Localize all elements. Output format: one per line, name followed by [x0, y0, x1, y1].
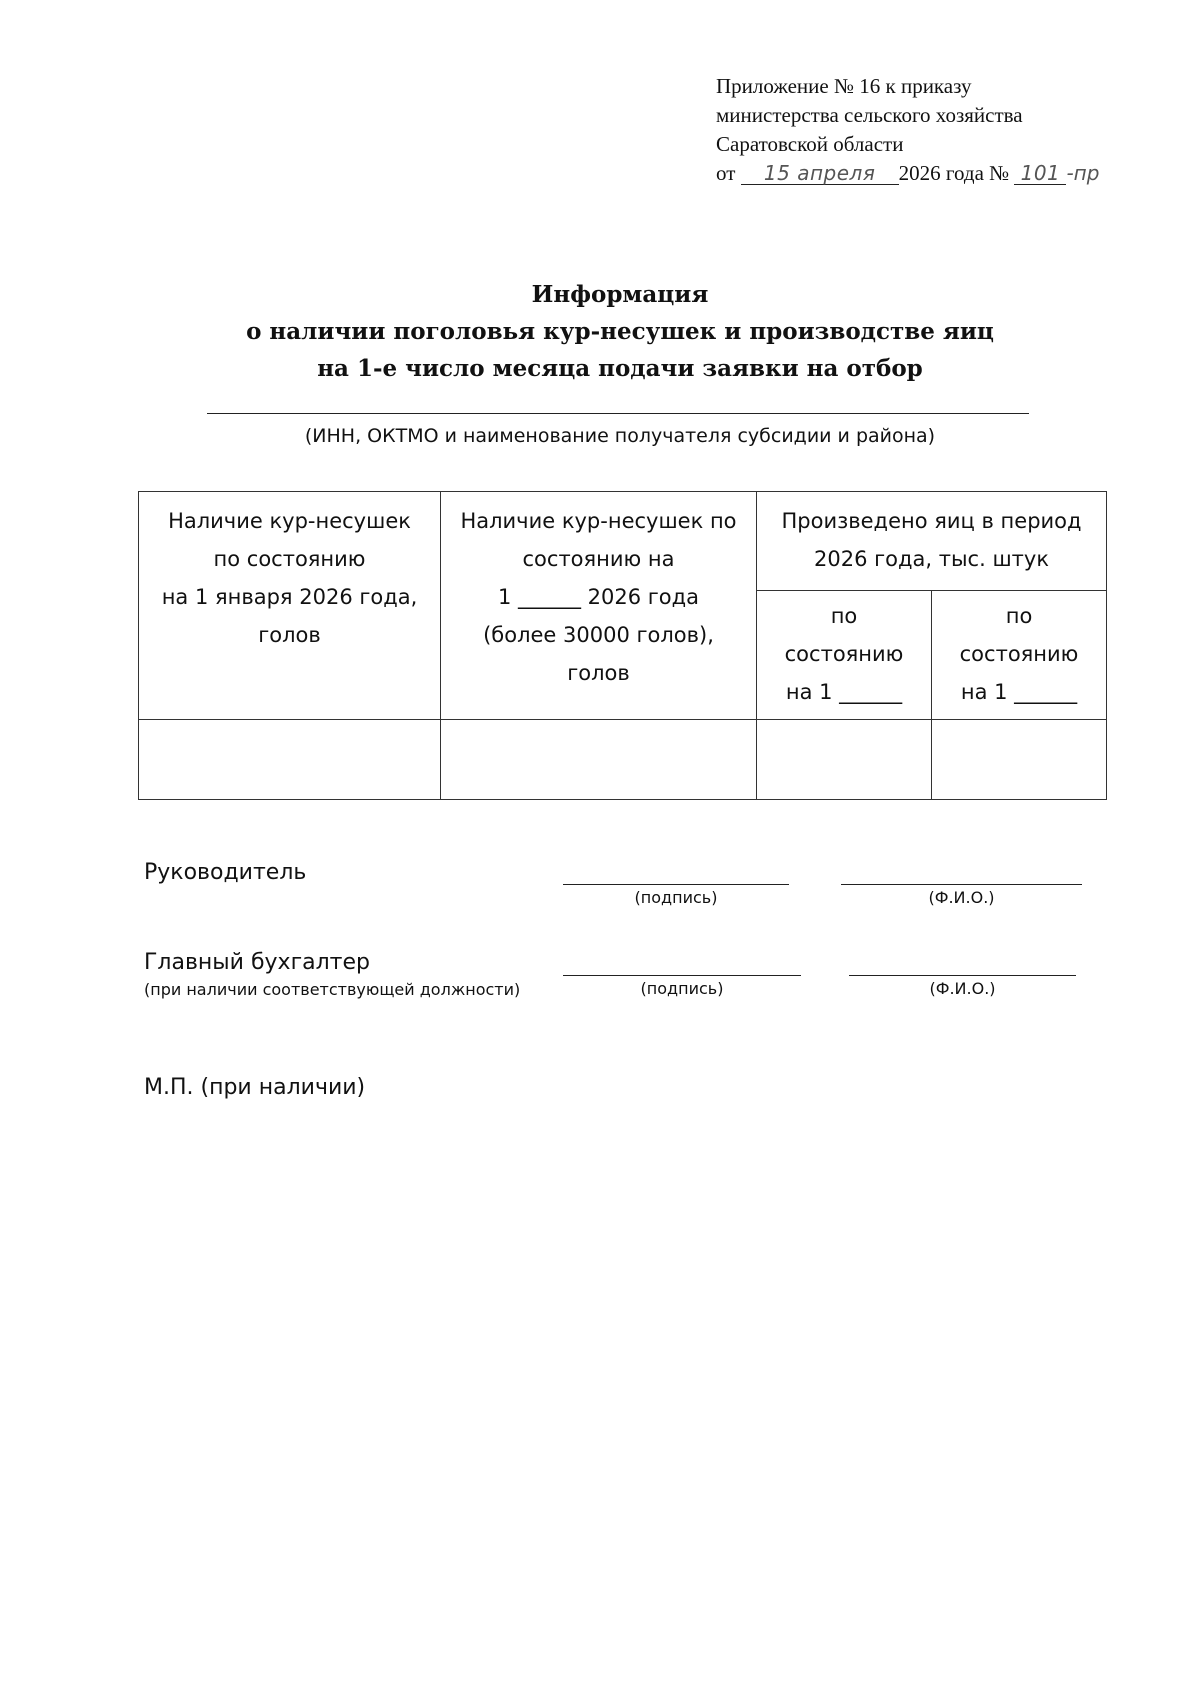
stamp-label: М.П. (при наличии) [144, 1075, 366, 1100]
header-text: на 1 января 2026 года, [161, 585, 418, 609]
appendix-order-line [716, 159, 1136, 188]
data-cell-1 [139, 720, 441, 800]
subheader-text: состоянию [959, 642, 1079, 666]
subheader-text: по [830, 604, 858, 628]
header-cell-hens-current [441, 492, 757, 720]
head-name-line [841, 884, 1082, 885]
subheader-text: на 1 ______ [785, 680, 903, 704]
accountant-name-caption: (Ф.И.О.) [929, 979, 996, 998]
from-label: от [716, 161, 736, 185]
head-signature-caption: (подпись) [634, 888, 718, 907]
header-text: голов [567, 661, 630, 685]
head-label: Руководитель [144, 860, 307, 885]
header-cell-eggs-produced [757, 492, 1107, 591]
document-title [140, 276, 1100, 387]
title-line-2: о наличии поголовья кур-несушек и производстве яиц [246, 318, 994, 345]
handwritten-number-suffix: -пр [1066, 161, 1100, 185]
title-line-3: на 1-е число месяца подачи заявки на отбор [317, 355, 923, 382]
header-text: Наличие кур-несушек [168, 509, 411, 533]
header-text: по состоянию [213, 547, 366, 571]
data-cell-4 [932, 720, 1107, 800]
head-signature-line [563, 884, 789, 885]
accountant-signature-caption: (подпись) [640, 979, 724, 998]
data-cell-3 [757, 720, 932, 800]
subheader-cell-1 [757, 591, 932, 720]
subheader-text: на 1 ______ [960, 680, 1078, 704]
header-text: Наличие кур-несушек по [460, 509, 737, 533]
appendix-line-2: министерства сельского хозяйства [716, 103, 1023, 127]
subheader-text: состоянию [784, 642, 904, 666]
header-text: (более 30000 голов), [483, 623, 714, 647]
table-row [139, 720, 1107, 800]
header-text: 2026 года, тыс. штук [814, 547, 1050, 571]
handwritten-date: 15 апреля [741, 162, 899, 185]
accountant-label: Главный бухгалтер [144, 950, 370, 975]
title-line-1: Информация [531, 281, 709, 308]
header-text: состоянию на [522, 547, 675, 571]
accountant-name-line [849, 975, 1076, 976]
header-text: голов [258, 623, 321, 647]
subheader-text: по [1005, 604, 1033, 628]
header-cell-hens-jan [139, 492, 441, 720]
appendix-line-1: Приложение № 16 к приказу [716, 74, 972, 98]
data-cell-2 [441, 720, 757, 800]
header-text: Произведено яиц в период [781, 509, 1082, 533]
accountant-signature-line [563, 975, 801, 976]
table-header-row [139, 492, 1107, 591]
year-text: 2026 года № [898, 161, 1010, 185]
appendix-line-3: Саратовской области [716, 132, 904, 156]
accountant-note: (при наличии соответствующей должности) [144, 980, 521, 999]
handwritten-number: 101 [1014, 162, 1066, 185]
appendix-header [716, 72, 1136, 188]
subheader-cell-2 [932, 591, 1107, 720]
head-name-caption: (Ф.И.О.) [928, 888, 995, 907]
recipient-fill-line [207, 413, 1029, 414]
data-table [138, 491, 1107, 800]
recipient-caption: (ИНН, ОКТМО и наименование получателя субсидии и района) [304, 425, 936, 447]
header-text: 1 ______ 2026 года [497, 585, 700, 609]
